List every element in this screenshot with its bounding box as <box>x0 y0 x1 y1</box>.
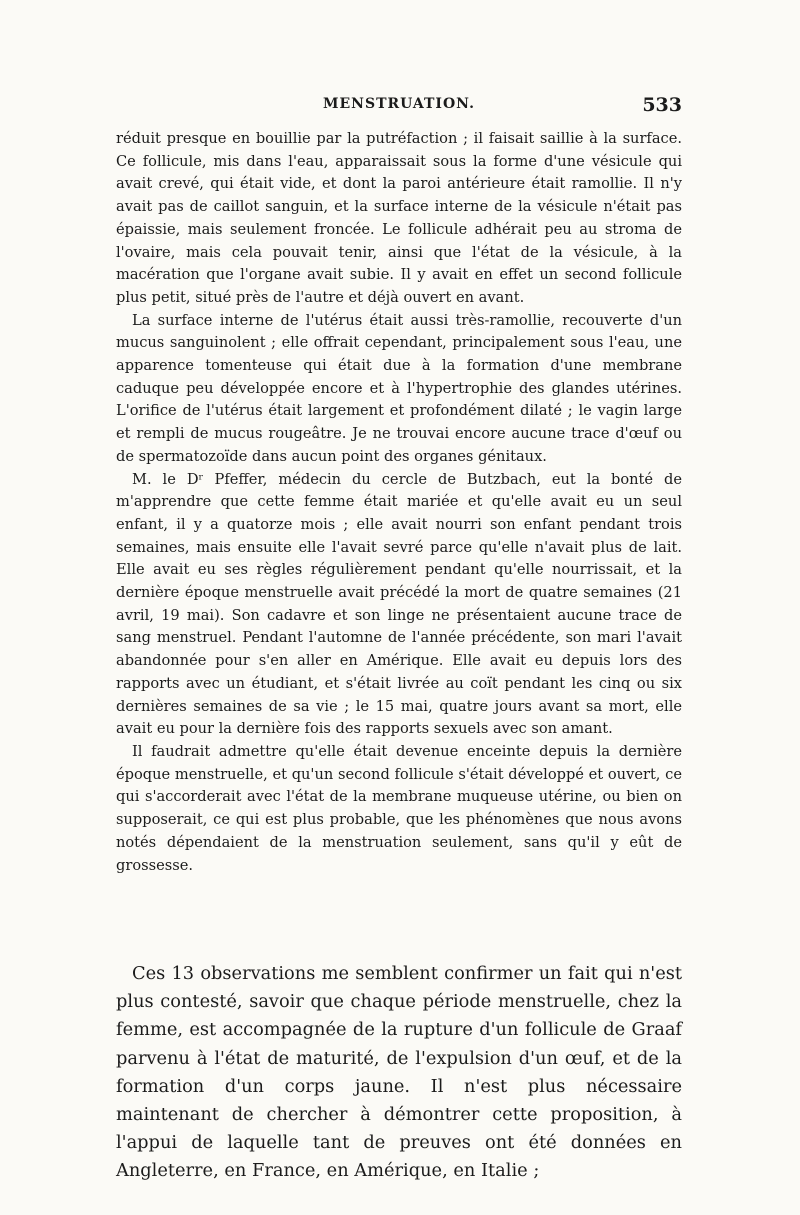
case-report-text <box>116 128 682 877</box>
running-title: MENSTRUATION. <box>323 96 475 112</box>
paragraph-continuation: réduit presque en bouillie par la putréfaction ; il faisait saillie à la surface. Ce follicule, mis dans l'eau, apparaissait sous la forme d'une vésicule qui avait crevé, qui était vide, et dont la paroi antérieure était ramollie. Il n'y avait pas de caillot sanguin, et la surface interne de la vésicule n'était pas épaissie, mais seulement froncée. Le follicule adhérait peu au stroma de l'ovaire, mais cela pouvait tenir, ainsi que l'état de la vésicule, à la macération que l'organe avait subie. Il y avait en effet un second follicule plus petit, situé près de l'autre et déjà ouvert en avant. <box>116 130 682 306</box>
paragraph-observations: Ces 13 observations me semblent confirmer un fait qui n'est plus contesté, savoir que chaque période menstruelle, chez la femme, est accompagnée de la rupture d'un follicule de Graaf parvenu à l'état de maturité, de l'expulsion d'un œuf, et de la formation d'un corps jaune. Il n'est plus nécessaire maintenant de chercher à démontrer cette proposition, à l'appui de laquelle tant de preuves ont été données en Angleterre, en France, en Amérique, en Italie ; <box>116 963 682 1182</box>
paragraph-uterus: La surface interne de l'utérus était aussi très-ramollie, recouverte d'un mucus sanguinolent ; elle offrait cependant, principalement sous l'eau, une apparence tomenteuse qui était due à la formation d'une membrane caduque peu développée encore et à l'hypertrophie des glandes utérines. L'orifice de l'utérus était largement et profondément dilaté ; le vagin large et rempli de mucus rougeâtre. Je ne trouvai encore aucune trace d'œuf ou de spermatozoïde dans aucun point des organes génitaux. <box>116 311 682 465</box>
main-text <box>116 960 682 1186</box>
paragraph-history: M. le Dʳ Pfeffer, médecin du cercle de Butzbach, eut la bonté de m'apprendre que cette femme était mariée et qu'elle avait eu un seul enfant, il y a quatorze mois ; elle avait nourri son enfant pendant trois semaines, mais ensuite elle l'avait sevré parce qu'elle n'avait plus de lait. Elle avait eu ses règles régulièrement pendant qu'elle nourrissait, et la dernière époque menstruelle avait précédé la mort de quatre semaines (21 avril, 19 mai). Son cadavre et son linge ne présentaient aucune trace de sang menstruel. Pendant l'automne de l'année précédente, son mari l'avait abandonnée pour s'en aller en Amérique. Elle avait eu depuis lors des rapports avec un étudiant, et s'était livrée au coït pendant les cinq ou six dernières semaines de sa vie ; le 15 mai, quatre jours avant sa mort, elle avait eu pour la dernière fois des rapports sexuels avec son amant. <box>116 470 682 738</box>
page-number: 533 <box>642 94 682 116</box>
paragraph-conclusion: Il faudrait admettre qu'elle était devenue enceinte depuis la dernière époque menstruelle, et qu'un second follicule s'était développé et ouvert, ce qui s'accorderait avec l'état de la membrane muqueuse utérine, ou bien on supposerait, ce qui est plus probable, que les phénomènes que nous avons notés dépendaient de la menstruation seulement, sans qu'il y eût de grossesse. <box>116 742 682 874</box>
running-head <box>116 96 682 122</box>
